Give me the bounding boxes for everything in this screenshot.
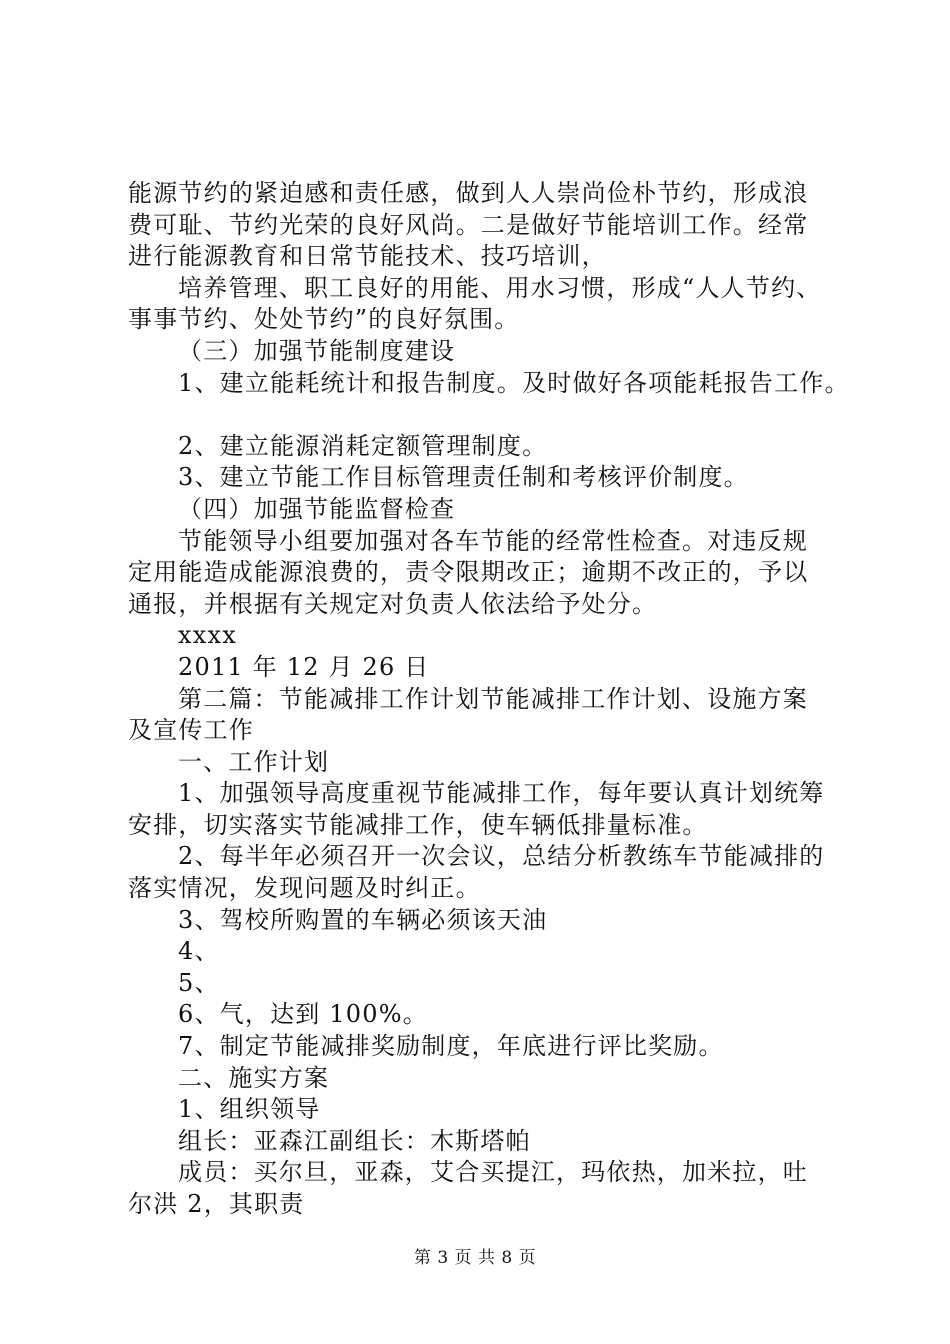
- section-heading: 二、施实方案: [178, 1063, 330, 1092]
- page-footer: 第 3 页 共 8 页: [413, 1248, 537, 1268]
- text-line: 4、: [178, 937, 220, 966]
- text-line: 定用能造成能源浪费的，责令限期改正；逾期不改正的，予以: [128, 558, 809, 587]
- text-line: 费可耻、节约光荣的良好风尚。二是做好节能培训工作。经常: [128, 210, 809, 239]
- text-line: 培养管理、职工良好的用能、用水习惯，形成“人人节约、: [178, 273, 822, 302]
- text-line: 1、建立能耗统计和报告制度。及时做好各项能耗报告工作。: [178, 368, 850, 397]
- blank-line: [128, 399, 838, 431]
- text-line: 尔洪 2，其职责: [128, 1190, 305, 1218]
- date-line: 2011 年 12 月 26 日: [178, 652, 430, 681]
- text-line: 通报，并根据有关规定对负责人依法给予处分。: [128, 589, 658, 618]
- text-line: 进行能源教育和日常节能技术、技巧培训，: [128, 242, 607, 271]
- text-line: 事事节约、处处节约”的良好氛围。: [128, 305, 520, 334]
- section-heading: （四）加强节能监督检查: [178, 494, 456, 523]
- text-line: 6、气，达到 100%。: [178, 1000, 428, 1029]
- text-line: 1、加强领导高度重视节能减排工作，每年要认真计划统筹: [178, 779, 825, 808]
- section-heading: （三）加强节能制度建设: [178, 336, 456, 365]
- signature-line: xxxx: [178, 621, 237, 650]
- text-line: 7、制定节能减排奖励制度，年底进行评比奖励。: [178, 1032, 724, 1061]
- text-line: 1、组织领导: [178, 1095, 321, 1124]
- document-body: [128, 178, 850, 1221]
- text-line: 3、驾校所购置的车辆必须该天油: [178, 905, 548, 934]
- text-line: 3、建立节能工作目标管理责任制和考核评价制度。: [178, 463, 749, 492]
- text-line: 成员：买尔旦，亚森，艾合买提江，玛依热，加米拉，吐: [178, 1158, 808, 1187]
- text-line: 5、: [178, 968, 220, 997]
- chapter-title: 第二篇：节能减排工作计划节能减排工作计划、设施方案: [178, 684, 808, 713]
- text-line: 2、每半年必须召开一次会议，总结分析教练车节能减排的: [178, 842, 825, 871]
- section-heading: 一、工作计划: [178, 747, 330, 776]
- text-line: 节能领导小组要加强对各车节能的经常性检查。对违反规: [178, 526, 808, 555]
- text-line: 安排，切实落实节能减排工作，使车辆低排量标准。: [128, 810, 708, 839]
- text-line: 组长：亚森江副组长：木斯塔帕: [178, 1126, 531, 1155]
- chapter-title-continued: 及宣传工作: [128, 716, 254, 745]
- text-line: 落实情况，发现问题及时纠正。: [128, 874, 481, 903]
- text-line: 2、建立能源消耗定额管理制度。: [178, 431, 548, 460]
- text-line: 能源节约的紧迫感和责任感，做到人人崇尚俭朴节约，形成浪: [128, 179, 809, 207]
